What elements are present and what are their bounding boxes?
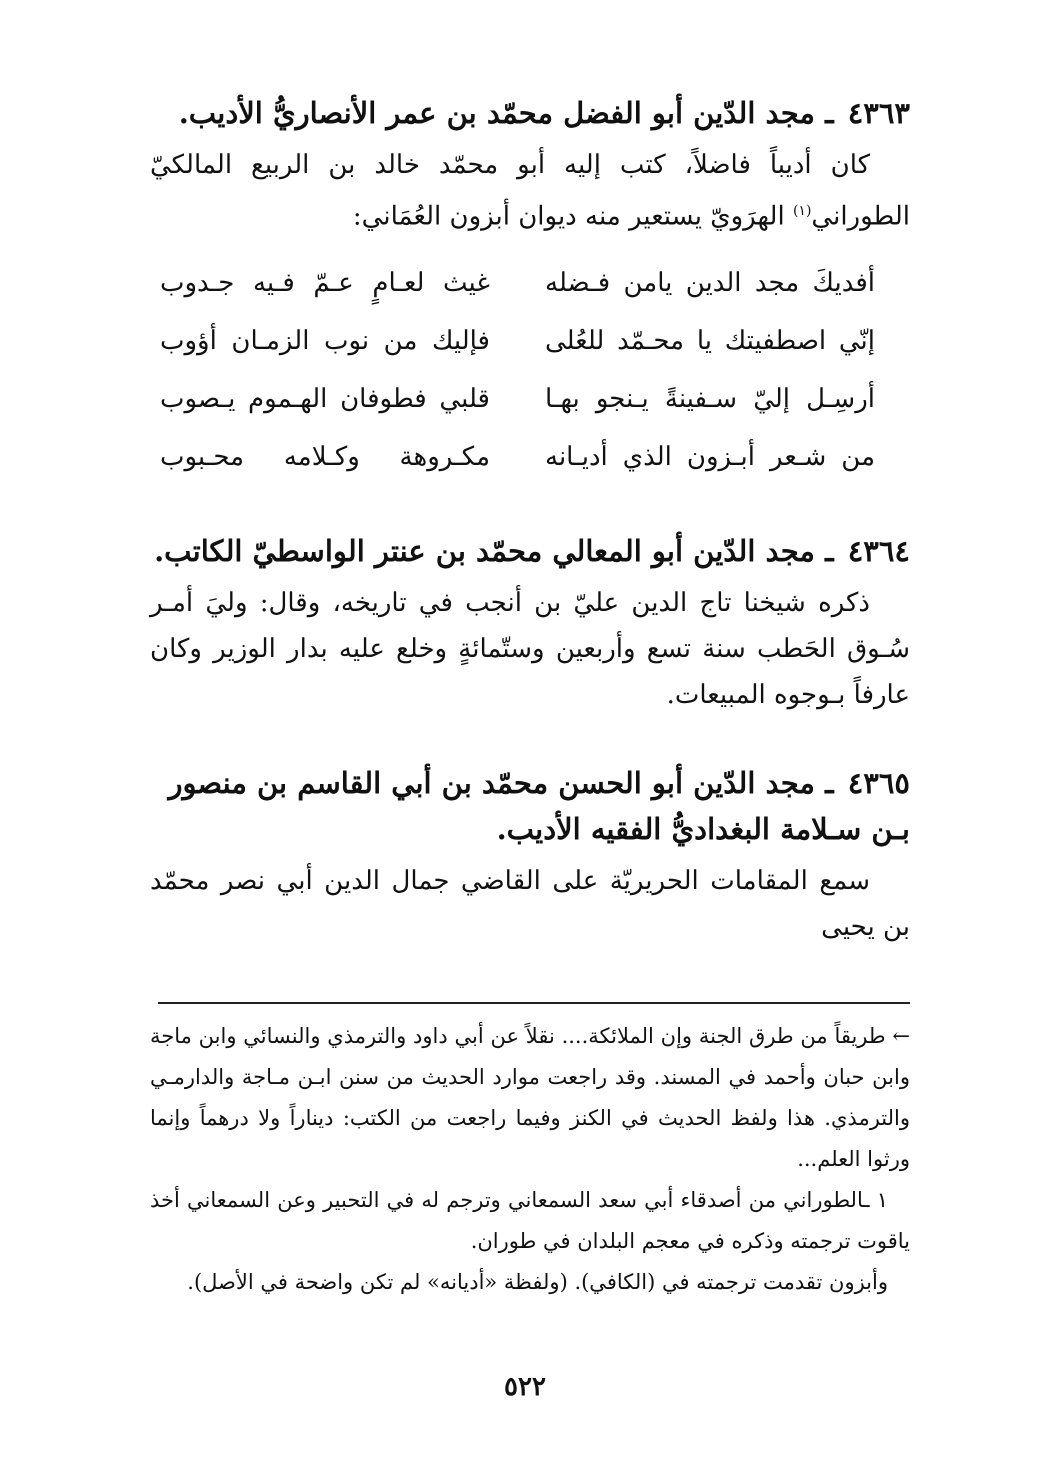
entry-title: مجد الدّين أبو الحسن محمّد بن أبي القاسم بن منصور بـن سـلامة البغداديُّ الفقيه الأديب. xyxy=(168,765,910,846)
entry-paragraph: سمع المقامات الحريريّة على القاضي جمال الدين أبي نصر محمّد بن يحيى xyxy=(150,865,910,942)
entry-title: مجد الدّين أبو الفضل محمّد بن عمر الأنصاريُّ الأديب. xyxy=(178,96,815,130)
second-hemistich: مكـروهة وكـلامه محـبوب xyxy=(160,441,490,472)
footnote-marker: (١) xyxy=(792,203,812,219)
first-hemistich: أرسِـل إليّ سـفينةً يـنجو بهـا xyxy=(545,383,875,414)
entry-dash: ـ xyxy=(825,765,834,800)
first-hemistich: إنّي اصطفيتك يا محـمّد للعُلى xyxy=(545,325,875,356)
entry-heading xyxy=(150,528,910,574)
entry-number: ٤٣٦٥ xyxy=(847,765,910,800)
entry-intro-continued: الهرَويّ يستعير منه ديوان أبزون العُمَاني: xyxy=(352,201,785,232)
page-number: ٥٢٢ xyxy=(504,1372,546,1402)
entry-dash: ـ xyxy=(825,533,834,568)
poem-line xyxy=(150,428,910,486)
poem xyxy=(150,254,910,486)
footnote-1: ١ ـالطوراني من أصدقاء أبي سعد السمعاني وترجم له في التحبير وعن السمعاني أخذ ياقوت ترجمته وذكره في معجم البلدان في طوران. xyxy=(150,1187,910,1253)
entry-number: ٤٣٦٣ xyxy=(847,96,910,130)
entry-intro: كان أديباً فاضلاً، كتب إليه أبو محمّد خالد بن الربيع المالكيّ الطوراني xyxy=(150,150,910,232)
page-body xyxy=(150,90,910,1303)
poem-line xyxy=(150,254,910,312)
entry-dash: ـ xyxy=(825,96,834,130)
footnotes xyxy=(150,1016,910,1303)
second-hemistich: غيث لعـامٍ عـمّ فـيه جـدوب xyxy=(160,267,490,298)
poem-line xyxy=(150,370,910,428)
spacer xyxy=(150,718,910,760)
spacer xyxy=(150,486,910,528)
second-hemistich: قلبي فطوفان الهـموم يـصوب xyxy=(160,383,490,414)
entry-paragraph xyxy=(150,142,910,240)
footnote-continuation: ← طريقاً من طرق الجنة وإن الملائكة.... نقلاً عن أبي داود والترمذي والنسائي وابن ماجة وابن حبان وأحمد في المسند. وقد راجعت موارد الحديث من سنن ابـن مـاجة والدارمـي والترمذي. هذا ولفظ الحديث في الكنز وفيما راجعت من الكتب: ديناراً ولا درهماً وإنما ورثوا العلم... xyxy=(150,1023,910,1171)
entry-number: ٤٣٦٤ xyxy=(847,533,910,568)
second-hemistich: فإليك من نوب الزمـان أؤوب xyxy=(160,325,490,356)
footnote-divider xyxy=(158,1002,910,1004)
entry-title: مجد الدّين أبو المعالي محمّد بن عنتر الواسطيّ الكاتب. xyxy=(154,533,815,568)
entry-paragraph: ذكره شيخنا تاج الدين عليّ بن أنجب في تاريخه، وقال: وليَ أمـر سُـوق الحَطب سنة تسع وأربعين وستّمائةٍ وخلع عليه بدار الوزير وكان عارفاً بـوجوه المبيعات. xyxy=(150,587,910,710)
footnote-1-addendum: وأبزون تقدمت ترجمته في (الكافي). (ولفظة «أديانه» لم تكن واضحة في الأصل). xyxy=(187,1269,888,1294)
poem-line xyxy=(150,312,910,370)
entry-heading xyxy=(150,90,910,136)
first-hemistich: من شـعر أبـزون الذي أديـانه xyxy=(545,441,875,472)
first-hemistich: أفديكَ مجد الدين يامن فـضله xyxy=(545,267,875,298)
entry-heading xyxy=(150,760,910,852)
